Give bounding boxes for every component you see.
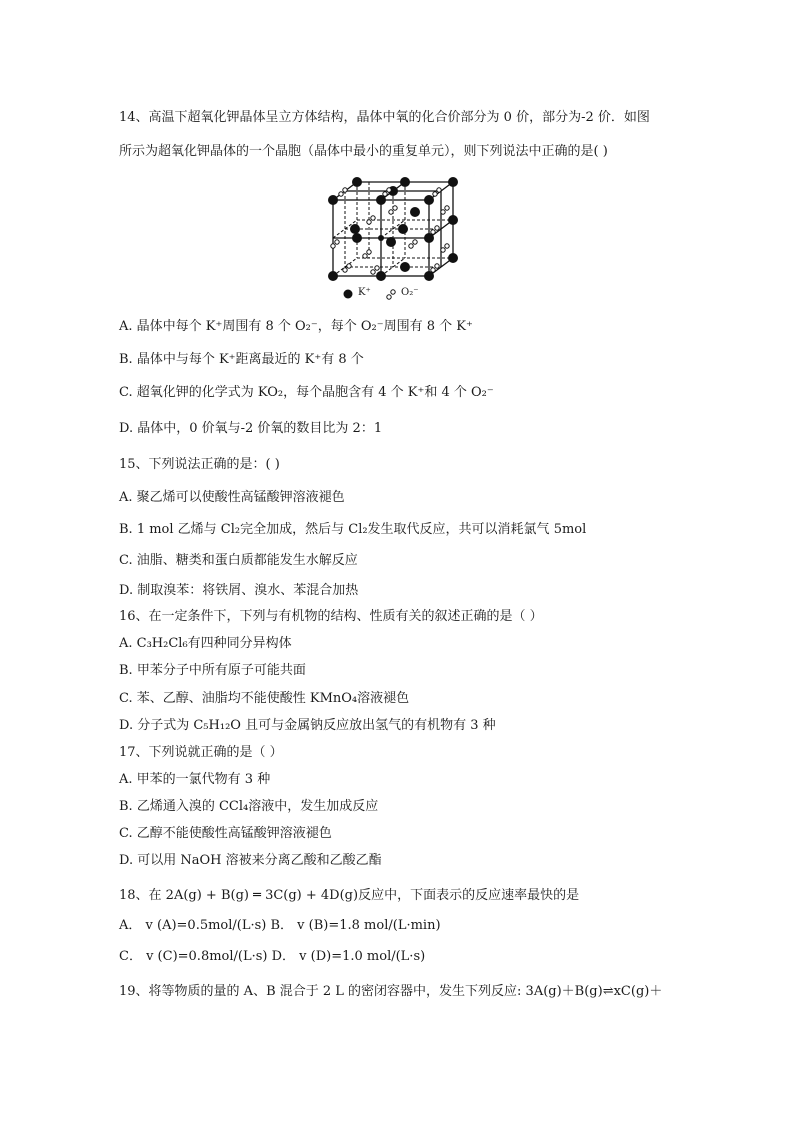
legend-o2-label: O₂⁻: [401, 287, 419, 298]
q19-stem: 19、将等物质的量的 A、B 混合于 2 L 的密闭容器中，发生下列反应: 3A(g)＋B(g)⇌xC(g)＋: [119, 984, 663, 999]
q16-option-b: B. 甲苯分子中所有原子可能共面: [119, 663, 306, 678]
q14-stem-line2: 所示为超氧化钾晶体的一个晶胞（晶体中最小的重复单元），则下列说法中正确的是( ): [119, 144, 608, 159]
q16-option-d: D. 分子式为 C₅H₁₂O 且可与金属钠反应放出氢气的有机物有 3 种: [119, 718, 496, 733]
q15-option-a: A. 聚乙烯可以使酸性高锰酸钾溶液褪色: [119, 490, 345, 505]
q17-option-a: A. 甲苯的一氯代物有 3 种: [119, 772, 271, 787]
q14-option-a: A. 晶体中每个 K⁺周围有 8 个 O₂⁻，每个 O₂⁻周围有 8 个 K⁺: [119, 319, 473, 334]
q17-option-c: C. 乙醇不能使酸性高锰酸钾溶液褪色: [119, 826, 332, 841]
q17-option-b: B. 乙烯通入溴的 CCl₄溶液中，发生加成反应: [119, 799, 379, 814]
q14-option-c: C. 超氧化钾的化学式为 KO₂，每个晶胞含有 4 个 K⁺和 4 个 O₂⁻: [119, 385, 494, 400]
q14-option-d: D. 晶体中，0 价氧与-2 价氧的数目比为 2：1: [119, 421, 383, 436]
q14-stem-line1: 14、高温下超氧化钾晶体呈立方体结构，晶体中氧的化合价部分为 0 价，部分为-2 价．如图: [119, 110, 650, 125]
q17-stem: 17、下列说就正确的是（ ）: [119, 745, 283, 760]
q18-options-ab: A． v (A)=0.5mol/(L·s) B． v (B)=1.8 mol/(L·min): [119, 918, 441, 933]
q15-stem: 15、下列说法正确的是：( ): [119, 457, 280, 472]
q17-option-d: D. 可以用 NaOH 溶被来分离乙酸和乙酸乙酯: [119, 853, 382, 868]
q15-option-d: D. 制取溴苯：将铁屑、溴水、苯混合加热: [119, 583, 359, 598]
q18-options-cd: C． v (C)=0.8mol/(L·s) D． v (D)=1.0 mol/(L·s): [119, 949, 426, 964]
q15-option-c: C. 油脂、糖类和蛋白质都能发生水解反应: [119, 553, 358, 568]
q16-stem: 16、在一定条件下，下列与有机物的结构、性质有关的叙述正确的是（ ）: [119, 609, 543, 624]
q16-option-c: C. 苯、乙醇、油脂均不能使酸性 KMnO₄溶液褪色: [119, 691, 410, 706]
q18-stem: 18、在 2A(g) + B(g) ═ 3C(g) + 4D(g)反应中，下面表示的反应速率最快的是: [119, 888, 580, 903]
q14-option-b: B. 晶体中与每个 K⁺距离最近的 K⁺有 8 个: [119, 352, 364, 367]
q15-option-b: B. 1 mol 乙烯与 Cl₂完全加成，然后与 Cl₂发生取代反应，共可以消耗氯气 5mol: [119, 522, 587, 537]
q16-option-a: A. C₃H₂Cl₆有四种同分异构体: [119, 636, 292, 651]
legend-k-label: K⁺: [358, 287, 371, 298]
crystal-cell-diagram: [325, 172, 465, 304]
